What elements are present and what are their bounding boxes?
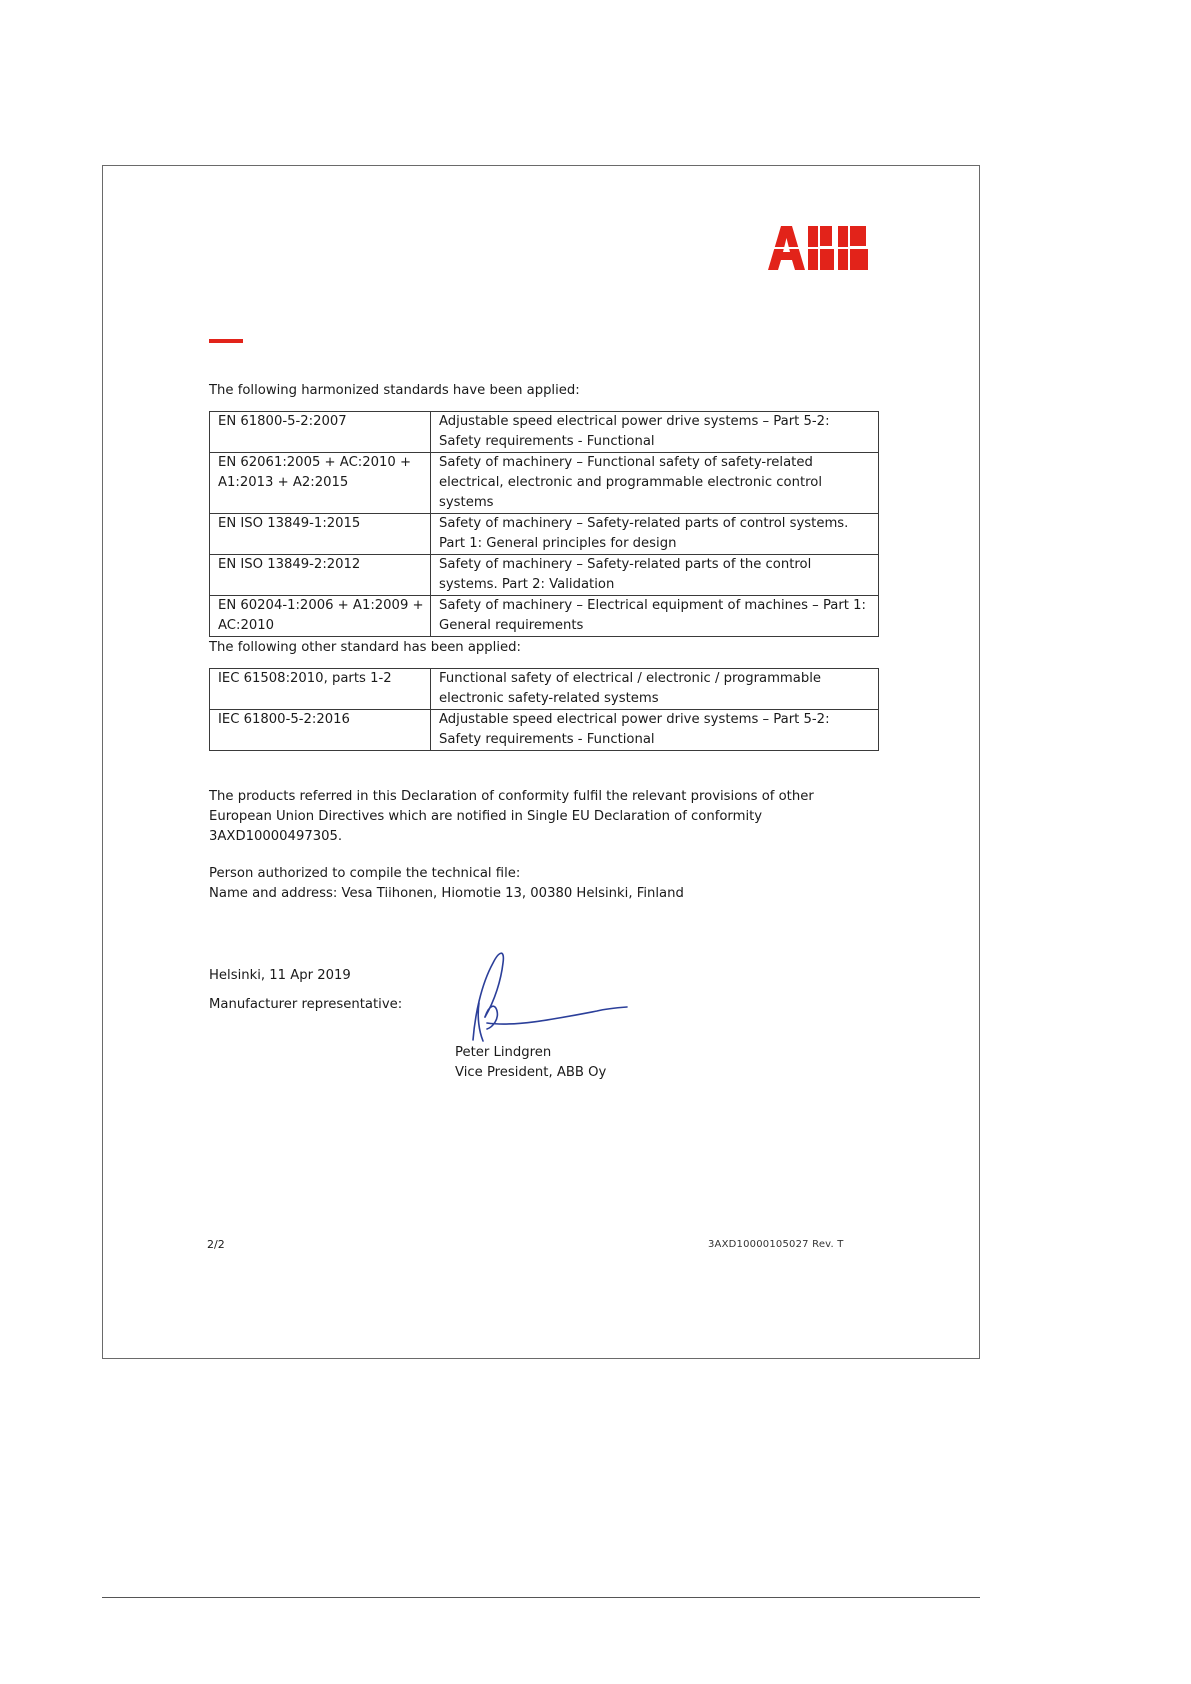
standard-title: Adjustable speed electrical power drive systems – Part 5-2: Safety requirements - Functional — [431, 412, 879, 453]
table-row — [210, 555, 879, 596]
harmonized-intro: The following harmonized standards have been applied: — [209, 383, 580, 398]
other-standards-table — [209, 668, 879, 751]
conformity-paragraph — [209, 787, 819, 847]
role-label: Manufacturer representative: — [209, 997, 403, 1012]
technical-file-address: Name and address: Vesa Tiihonen, Hiomotie 13, 00380 Helsinki, Finland — [209, 886, 684, 901]
handwritten-signature — [455, 945, 635, 1055]
table-row — [210, 669, 879, 710]
standard-code: EN ISO 13849-2:2012 — [210, 555, 431, 596]
signer-name: Peter Lindgren — [455, 1045, 552, 1060]
place-date: Helsinki, 11 Apr 2019 — [209, 968, 351, 983]
table-row — [210, 453, 879, 514]
technical-file-heading: Person authorized to compile the technical file: — [209, 866, 521, 881]
table-row — [210, 596, 879, 637]
standard-code: IEC 61800-5-2:2016 — [210, 710, 431, 751]
standard-title: Safety of machinery – Electrical equipment of machines – Part 1: General requirements — [431, 596, 879, 637]
signer-block — [455, 1043, 606, 1083]
bottom-divider — [102, 1597, 980, 1598]
standard-title: Safety of machinery – Functional safety of safety-related electrical, electronic and programmable electronic control systems — [431, 453, 879, 514]
harmonized-standards-table — [209, 411, 879, 637]
standard-code: IEC 61508:2010, parts 1-2 — [210, 669, 431, 710]
standard-title: Functional safety of electrical / electronic / programmable electronic safety-related systems — [431, 669, 879, 710]
abb-logo — [768, 226, 880, 270]
standard-title: Adjustable speed electrical power drive systems – Part 5-2: Safety requirements - Functional — [431, 710, 879, 751]
table-row — [210, 710, 879, 751]
red-accent-dash — [209, 339, 243, 343]
standard-code: EN 62061:2005 + AC:2010 + A1:2013 + A2:2015 — [210, 453, 431, 514]
signer-title: Vice President, ABB Oy — [455, 1065, 607, 1080]
standard-code: EN 60204-1:2006 + A1:2009 + AC:2010 — [210, 596, 431, 637]
standard-title: Safety of machinery – Safety-related parts of the control systems. Part 2: Validation — [431, 555, 879, 596]
standard-code: EN 61800-5-2:2007 — [210, 412, 431, 453]
conformity-text: The products referred in this Declaration of conformity fulfil the relevant provisions of other European Union Directives which are notified in Single EU Declaration of conformity 3AXD10000497305. — [209, 789, 814, 844]
standard-code: EN ISO 13849-1:2015 — [210, 514, 431, 555]
other-standards-intro: The following other standard has been applied: — [209, 640, 521, 655]
table-row — [210, 514, 879, 555]
document-frame — [102, 165, 980, 1359]
table-row — [210, 412, 879, 453]
technical-file-block — [209, 864, 849, 904]
document-id: 3AXD10000105027 Rev. T — [708, 1239, 844, 1250]
page-number: 2/2 — [207, 1238, 225, 1251]
standard-title: Safety of machinery – Safety-related parts of control systems. Part 1: General principles for design — [431, 514, 879, 555]
